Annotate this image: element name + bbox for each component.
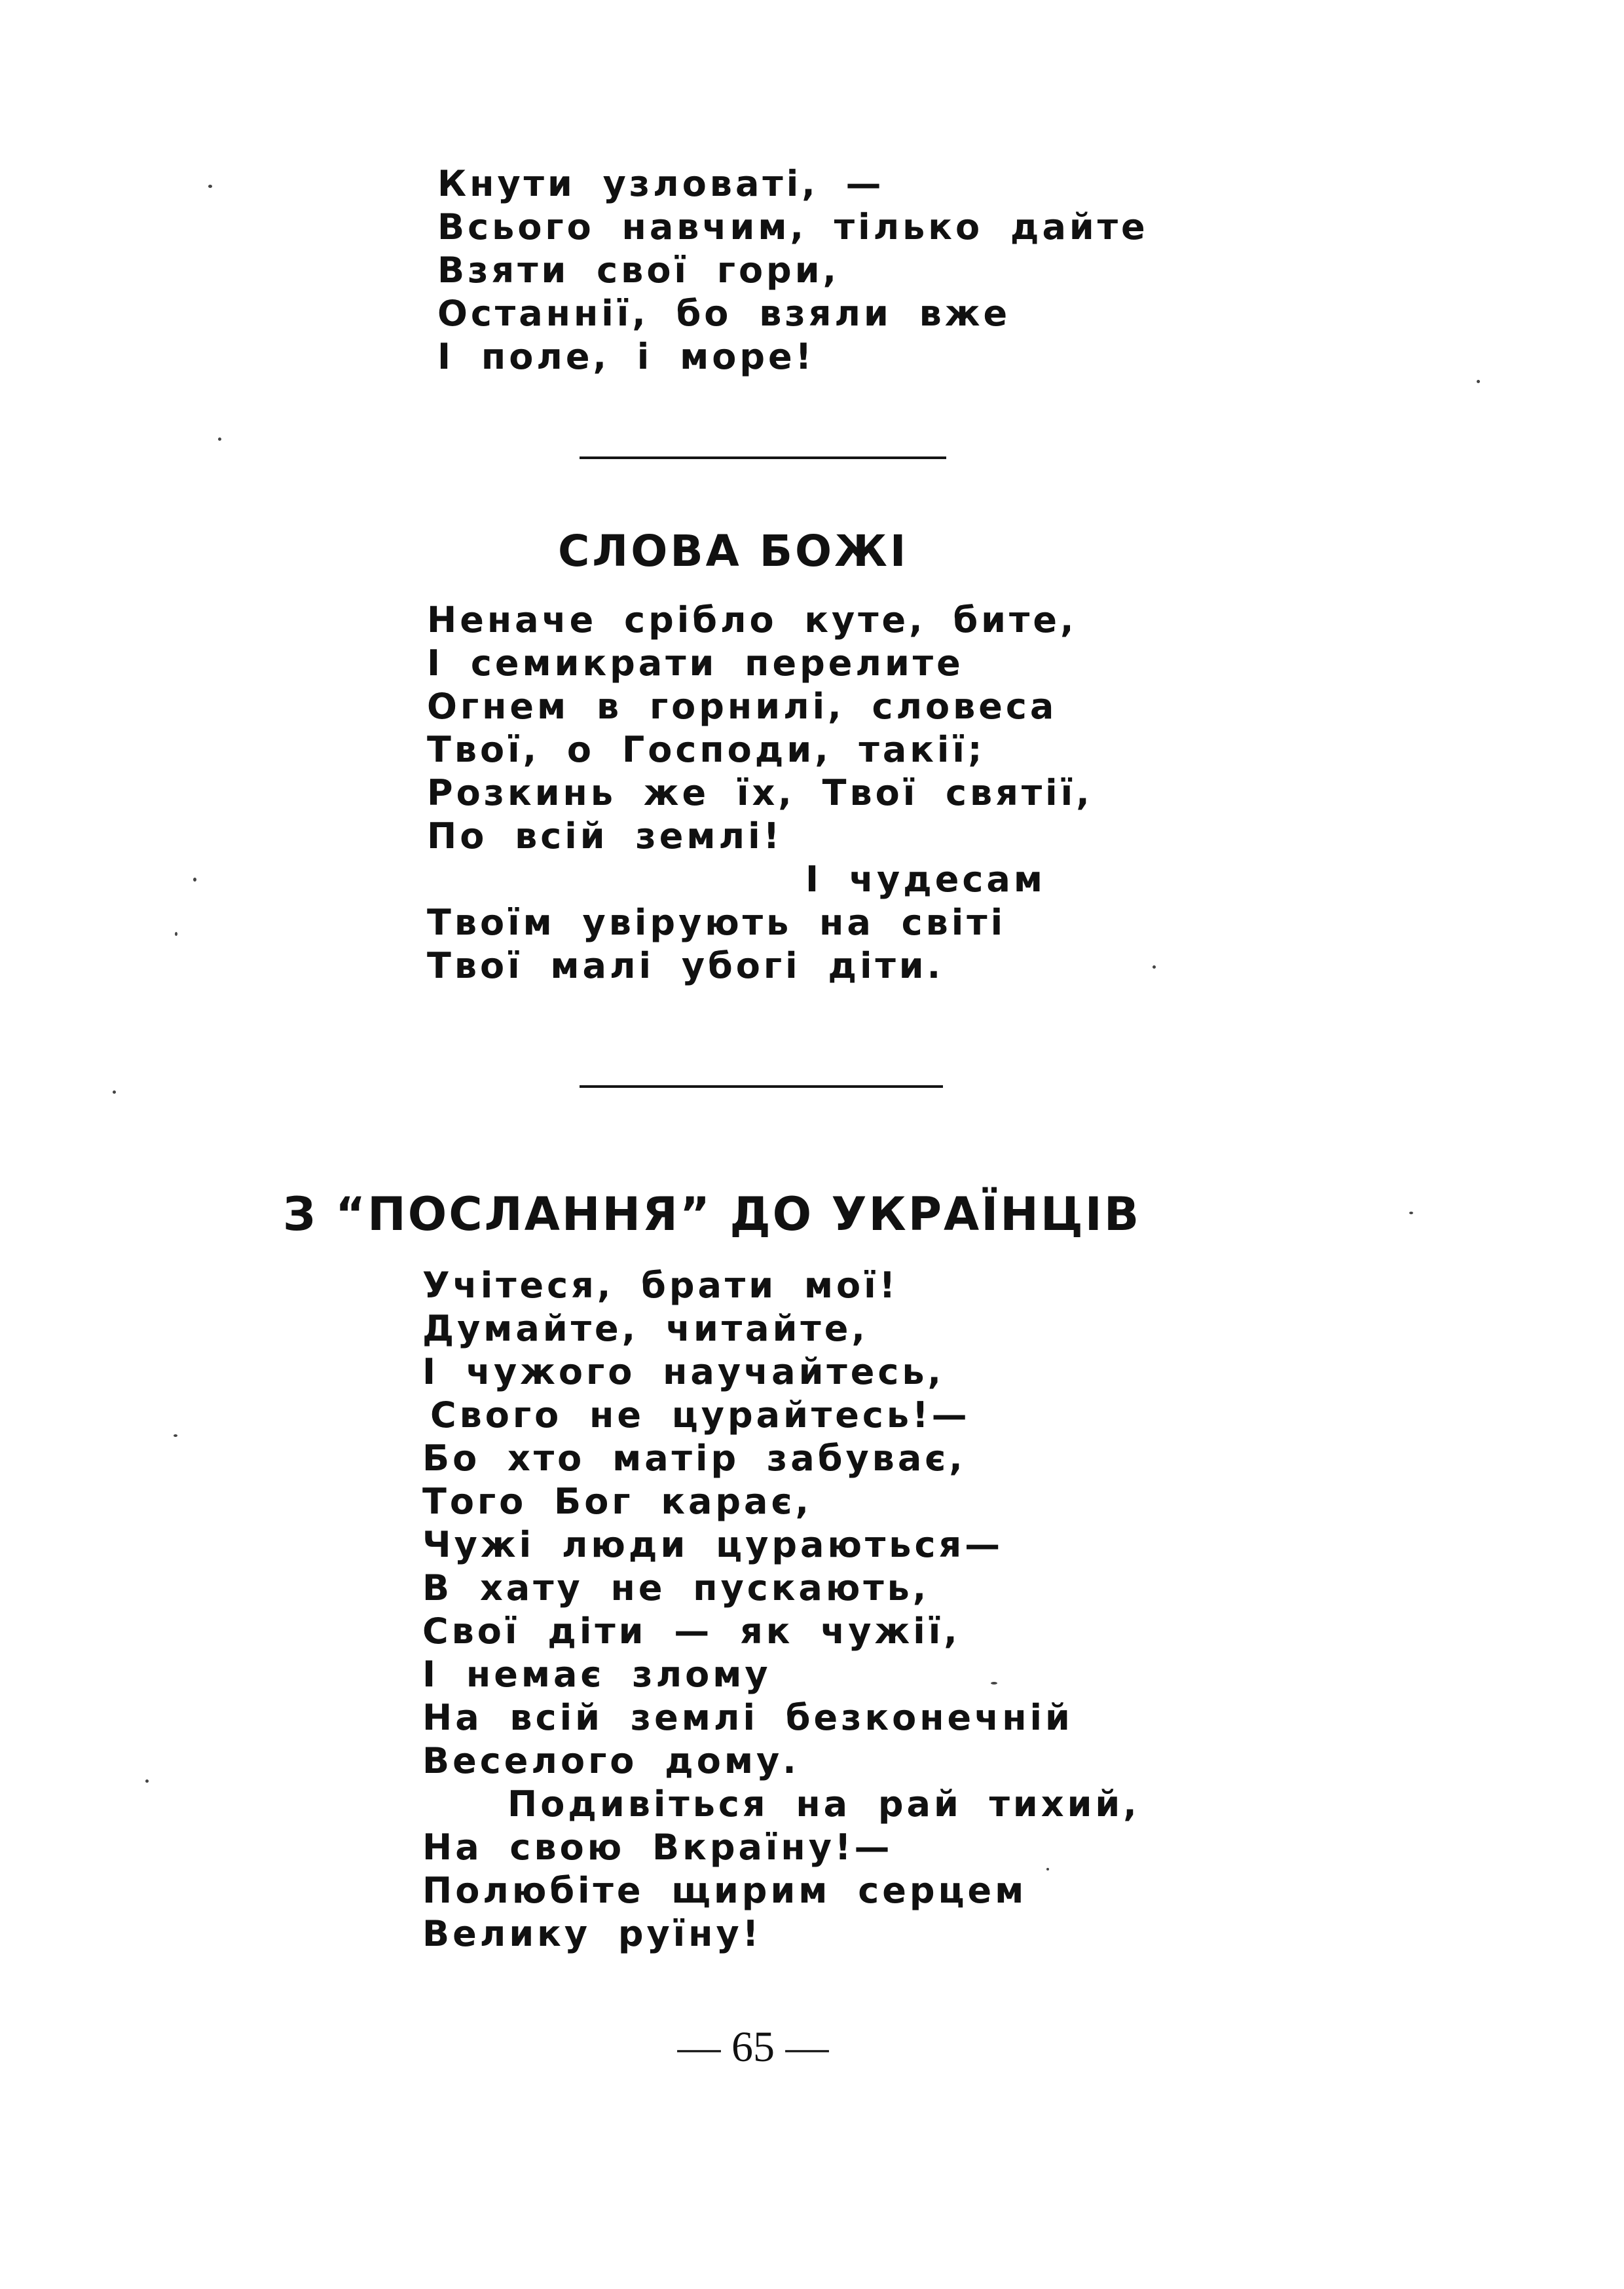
verse-line: Чужі люди цураються—	[422, 1524, 1004, 1565]
poem-title: СЛОВА БОЖІ	[558, 526, 909, 576]
verse-line: Останнії, бо взяли вже	[437, 293, 1011, 334]
verse-line: Учітеся, брати мої!	[422, 1265, 899, 1306]
verse-line: І чужого научайтесь,	[422, 1351, 944, 1392]
scan-speck	[218, 437, 221, 441]
scan-speck	[113, 1090, 116, 1094]
verse-line: І поле, і море!	[437, 336, 815, 377]
verse-line: Того Бог карає,	[422, 1481, 813, 1522]
poem-body	[422, 1264, 1140, 1956]
verse-line: На всій землі безконечній	[422, 1697, 1073, 1738]
verse-line: Неначе срібло куте, бите,	[427, 599, 1077, 641]
verse-line: Подивіться на рай тихий,	[507, 1783, 1140, 1825]
verse-line: Розкинь же їх, Твої святії,	[427, 772, 1093, 813]
verse-line: Свого не цурайтесь!—	[430, 1394, 970, 1436]
verse-line: Твої малі убогі діти.	[427, 945, 944, 986]
section-divider	[580, 456, 946, 459]
verse-line: І немає злому	[422, 1654, 771, 1695]
verse-line: Всього навчим, тілько дайте	[437, 206, 1149, 248]
scan-speck	[1409, 1212, 1413, 1214]
section-divider	[580, 1085, 943, 1088]
poem-title: З “ПОСЛАННЯ” ДО УКРАЇНЦІВ	[283, 1187, 1141, 1241]
verse-line: Твої, о Господи, такії;	[427, 729, 986, 770]
scan-speck	[1477, 380, 1480, 383]
poem-body	[427, 599, 1093, 988]
verse-line: І семикрати перелите	[427, 642, 964, 684]
scan-speck	[175, 932, 177, 936]
scan-speck	[193, 878, 196, 882]
verse-line: Бо хто матір забуває,	[422, 1438, 966, 1479]
verse-line: І чудесам	[805, 859, 1046, 900]
verse-line: В хату не пускають,	[422, 1567, 930, 1609]
scan-speck	[1046, 1868, 1049, 1870]
verse-line: Огнем в горнилі, словеса	[427, 686, 1058, 727]
scan-speck	[208, 185, 212, 188]
scan-speck	[1153, 965, 1156, 969]
scan-speck	[174, 1434, 177, 1437]
verse-line: На свою Вкраїну!—	[422, 1827, 893, 1868]
verse-line: Твоїм увірують на світі	[427, 902, 1006, 943]
verse-line: Велику руїну!	[422, 1913, 762, 1954]
scan-speck	[145, 1779, 149, 1783]
verse-line: Взяти свої гори,	[437, 250, 840, 291]
page-number: — 65 —	[677, 2023, 829, 2071]
top-stanza	[437, 162, 1149, 379]
verse-line: Веселого дому.	[422, 1740, 800, 1781]
verse-line: Думайте, читайте,	[422, 1308, 868, 1349]
verse-line: Свої діти — як чужії,	[422, 1610, 961, 1652]
verse-line: По всій землі!	[427, 815, 783, 857]
scan-speck	[991, 1682, 997, 1684]
verse-line: Кнути узловаті, —	[437, 163, 885, 204]
verse-line: Полюбіте щирим серцем	[422, 1870, 1027, 1911]
